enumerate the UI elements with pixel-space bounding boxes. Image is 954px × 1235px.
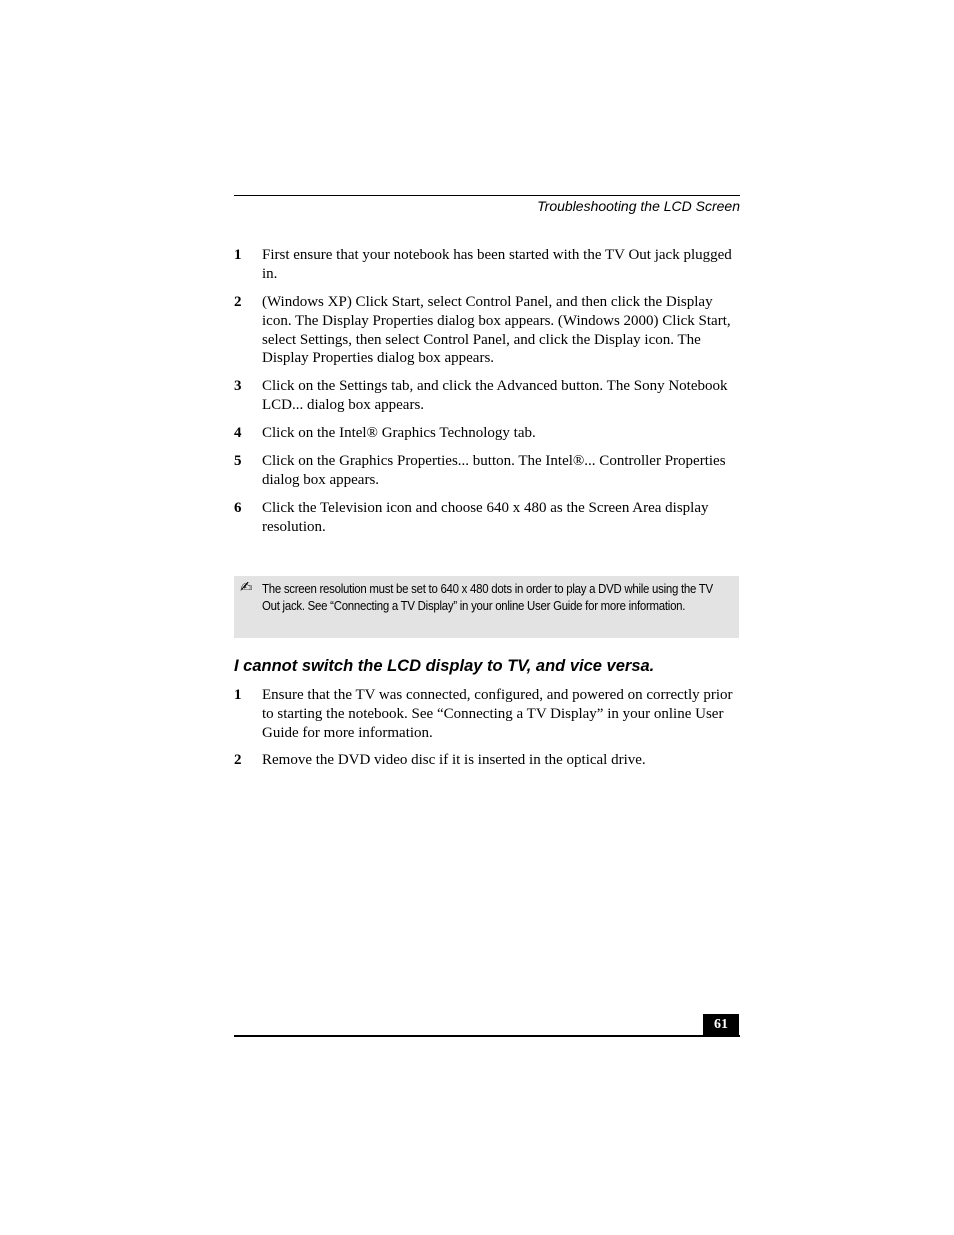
step-item — [234, 452, 740, 490]
step-item — [234, 751, 740, 770]
step-number: 2 — [234, 752, 242, 768]
step-number: 3 — [234, 378, 242, 394]
page-number: 61 — [703, 1014, 739, 1036]
running-header: Troubleshooting the LCD Screen — [537, 198, 740, 214]
step-text: Click on the Intel® Graphics Technology tab. — [262, 425, 536, 441]
pencil-note-icon: ✍ — [240, 578, 253, 596]
step-number: 6 — [234, 500, 242, 516]
step-text: Click on the Graphics Properties... button. The Intel®... Controller Properties dialog box appears. — [262, 453, 726, 488]
step-text: Ensure that the TV was connected, configured, and powered on correctly prior to starting the notebook. See “Connecting a TV Display” in your online User Guide for more information. — [262, 687, 733, 741]
footer-rule — [234, 1035, 740, 1037]
note-box — [234, 576, 739, 638]
step-text: (Windows XP) Click Start, select Control Panel, and then click the Display icon. The Display Properties dialog box appears. (Windows 2000) Click Start, select Settings, then select Control Panel, and click the Display icon. The Display Properties dialog box appears. — [262, 294, 731, 367]
step-item — [234, 246, 740, 284]
step-item — [234, 499, 740, 537]
step-number: 1 — [234, 247, 242, 263]
step-text: First ensure that your notebook has been started with the TV Out jack plugged in. — [262, 247, 732, 282]
step-number: 5 — [234, 453, 242, 469]
note-text: The screen resolution must be set to 640 x 480 dots in order to play a DVD while using the TV Out jack. See “Connecting a TV Display” in your online User Guide for more information. — [262, 581, 713, 613]
step-item — [234, 293, 740, 368]
step-number: 1 — [234, 687, 242, 703]
step-item — [234, 424, 740, 443]
step-text: Click on the Settings tab, and click the Advanced button. The Sony Notebook LCD... dialog box appears. — [262, 378, 728, 413]
step-text: Remove the DVD video disc if it is inserted in the optical drive. — [262, 752, 646, 768]
step-text: Click the Television icon and choose 640 x 480 as the Screen Area display resolution. — [262, 500, 709, 535]
header-rule — [234, 195, 740, 196]
step-number: 4 — [234, 425, 242, 441]
step-number: 2 — [234, 294, 242, 310]
section-heading: I cannot switch the LCD display to TV, and vice versa. — [234, 657, 655, 675]
step-item — [234, 686, 740, 742]
step-item — [234, 377, 740, 415]
